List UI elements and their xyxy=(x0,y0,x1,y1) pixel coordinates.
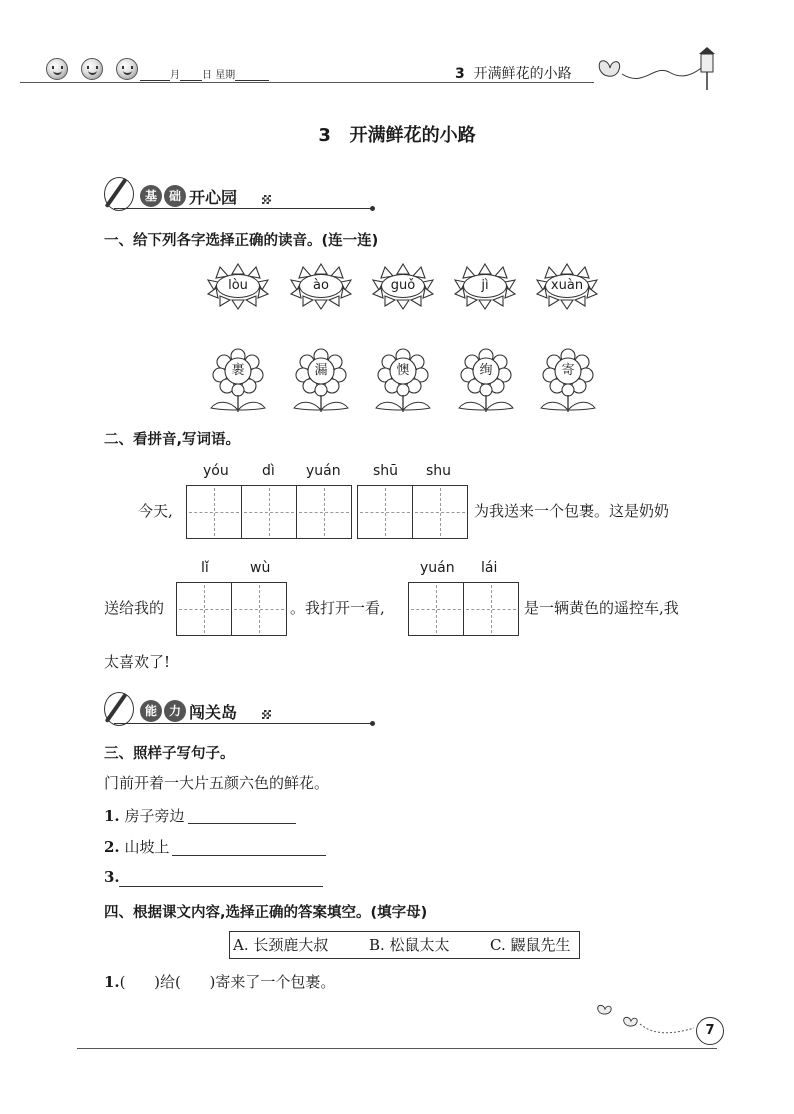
smiley-face-icon-3 xyxy=(116,58,138,80)
character-flower-2 xyxy=(292,348,350,414)
pinyin-sunflower-2 xyxy=(289,262,353,310)
page-number: 7 xyxy=(696,1017,724,1045)
header-lesson-title: 开满鲜花的小路 xyxy=(473,66,572,82)
pinyin-hint: yuán xyxy=(420,560,455,576)
sentence-text: 送给我的 xyxy=(104,599,165,617)
banner-dot xyxy=(370,206,375,211)
character-flower-5 xyxy=(539,348,597,414)
character-flower-4 xyxy=(457,348,515,414)
q3-item-1: 1. 房子旁边 xyxy=(104,807,185,825)
q3-item-2: 2. 山坡上 xyxy=(104,838,170,856)
checker-icon xyxy=(262,710,271,719)
brush-icon xyxy=(104,177,134,211)
pinyin-sunflower-5 xyxy=(535,262,599,310)
brush-icon xyxy=(104,692,134,726)
header-lesson-number: 3 xyxy=(455,66,465,82)
writing-grid-shushu[interactable] xyxy=(357,485,468,539)
pinyin-option: guǒ xyxy=(381,274,425,298)
answer-line-3[interactable] xyxy=(119,886,323,887)
writing-grid-yuanlai[interactable] xyxy=(408,582,519,636)
pinyin-hint: shū xyxy=(373,463,399,479)
character-option: 漏 xyxy=(314,363,328,378)
smiley-face-icon-1 xyxy=(46,58,68,80)
banner-pill-2: 础 xyxy=(164,185,186,207)
banner-text: 开心园 xyxy=(189,188,238,207)
pinyin-hint: dì xyxy=(262,463,275,479)
writing-grid-liwu[interactable] xyxy=(176,582,287,636)
question-1-title: 一、给下列各字选择正确的读音。(连一连) xyxy=(104,233,379,249)
pinyin-option: xuàn xyxy=(545,274,589,298)
sentence-text: 今天, xyxy=(138,502,173,520)
pinyin-hint: yóu xyxy=(203,463,229,479)
character-option: 绚 xyxy=(479,363,493,378)
character-option: 寄 xyxy=(561,363,575,378)
banner-dot xyxy=(370,721,375,726)
section-banner-basics xyxy=(104,177,384,213)
page-title: 3 开满鲜花的小路 xyxy=(318,125,476,146)
question-4-title: 四、根据课文内容,选择正确的答案填空。(填字母) xyxy=(104,905,428,921)
option-c: C. 鼹鼠先生 xyxy=(490,936,571,954)
question-2-title: 二、看拼音,写词语。 xyxy=(104,432,241,448)
footer-rule xyxy=(77,1048,717,1049)
answer-line-1[interactable] xyxy=(188,823,296,824)
banner-pill-2: 力 xyxy=(164,700,186,722)
pinyin-hint: shu xyxy=(426,463,452,479)
header-lesson xyxy=(455,63,572,83)
option-b: B. 松鼠太太 xyxy=(369,936,450,954)
banner-text: 闯关岛 xyxy=(189,703,238,722)
writing-grid-youdiyuan[interactable] xyxy=(186,485,352,539)
day-label: 日 xyxy=(202,70,212,81)
sentence-text: 为我送来一个包裹。这是奶奶 xyxy=(474,502,670,520)
pinyin-hint: yuán xyxy=(306,463,341,479)
q4-item-1: 1.( )给( )寄来了一个包裹。 xyxy=(104,973,336,991)
weekday-label: 星期 xyxy=(215,70,236,81)
option-a: A. 长颈鹿大叔 xyxy=(233,936,329,954)
pinyin-hint: lǐ xyxy=(201,560,209,576)
sentence-text: 太喜欢了! xyxy=(104,653,171,671)
banner-rule xyxy=(114,208,372,209)
month-label: 月 xyxy=(170,70,180,81)
pinyin-hint: lái xyxy=(481,560,498,576)
character-option: 懊 xyxy=(396,363,410,378)
banner-rule xyxy=(114,723,372,724)
sentence-text: 。我打开一看, xyxy=(290,599,385,617)
pinyin-hint: wù xyxy=(250,560,271,576)
pinyin-option: jì xyxy=(463,274,507,298)
butterfly-trail-decoration-icon xyxy=(594,1000,698,1040)
pinyin-option: lòu xyxy=(216,274,260,298)
character-flower-1 xyxy=(209,348,267,414)
question-3-title: 三、照样子写句子。 xyxy=(104,746,235,762)
pinyin-sunflower-4 xyxy=(453,262,517,310)
butterfly-lantern-decoration-icon xyxy=(594,44,724,92)
pinyin-sunflower-3 xyxy=(371,262,435,310)
header-rule xyxy=(20,82,594,83)
example-sentence: 门前开着一大片五颜六色的鲜花。 xyxy=(104,774,330,792)
banner-pill-1: 能 xyxy=(140,700,162,722)
answer-options-box xyxy=(229,931,580,959)
section-banner-ability xyxy=(104,692,384,728)
date-field xyxy=(140,66,269,81)
pinyin-option: ào xyxy=(299,274,343,298)
character-flower-3 xyxy=(374,348,432,414)
checker-icon xyxy=(262,195,271,204)
banner-pill-1: 基 xyxy=(140,185,162,207)
sentence-text: 是一辆黄色的遥控车,我 xyxy=(524,599,679,617)
pinyin-sunflower-1 xyxy=(206,262,270,310)
character-option: 裹 xyxy=(231,363,245,378)
answer-line-2[interactable] xyxy=(172,855,326,856)
q3-item-3: 3. xyxy=(104,868,120,886)
smiley-face-icon-2 xyxy=(81,58,103,80)
